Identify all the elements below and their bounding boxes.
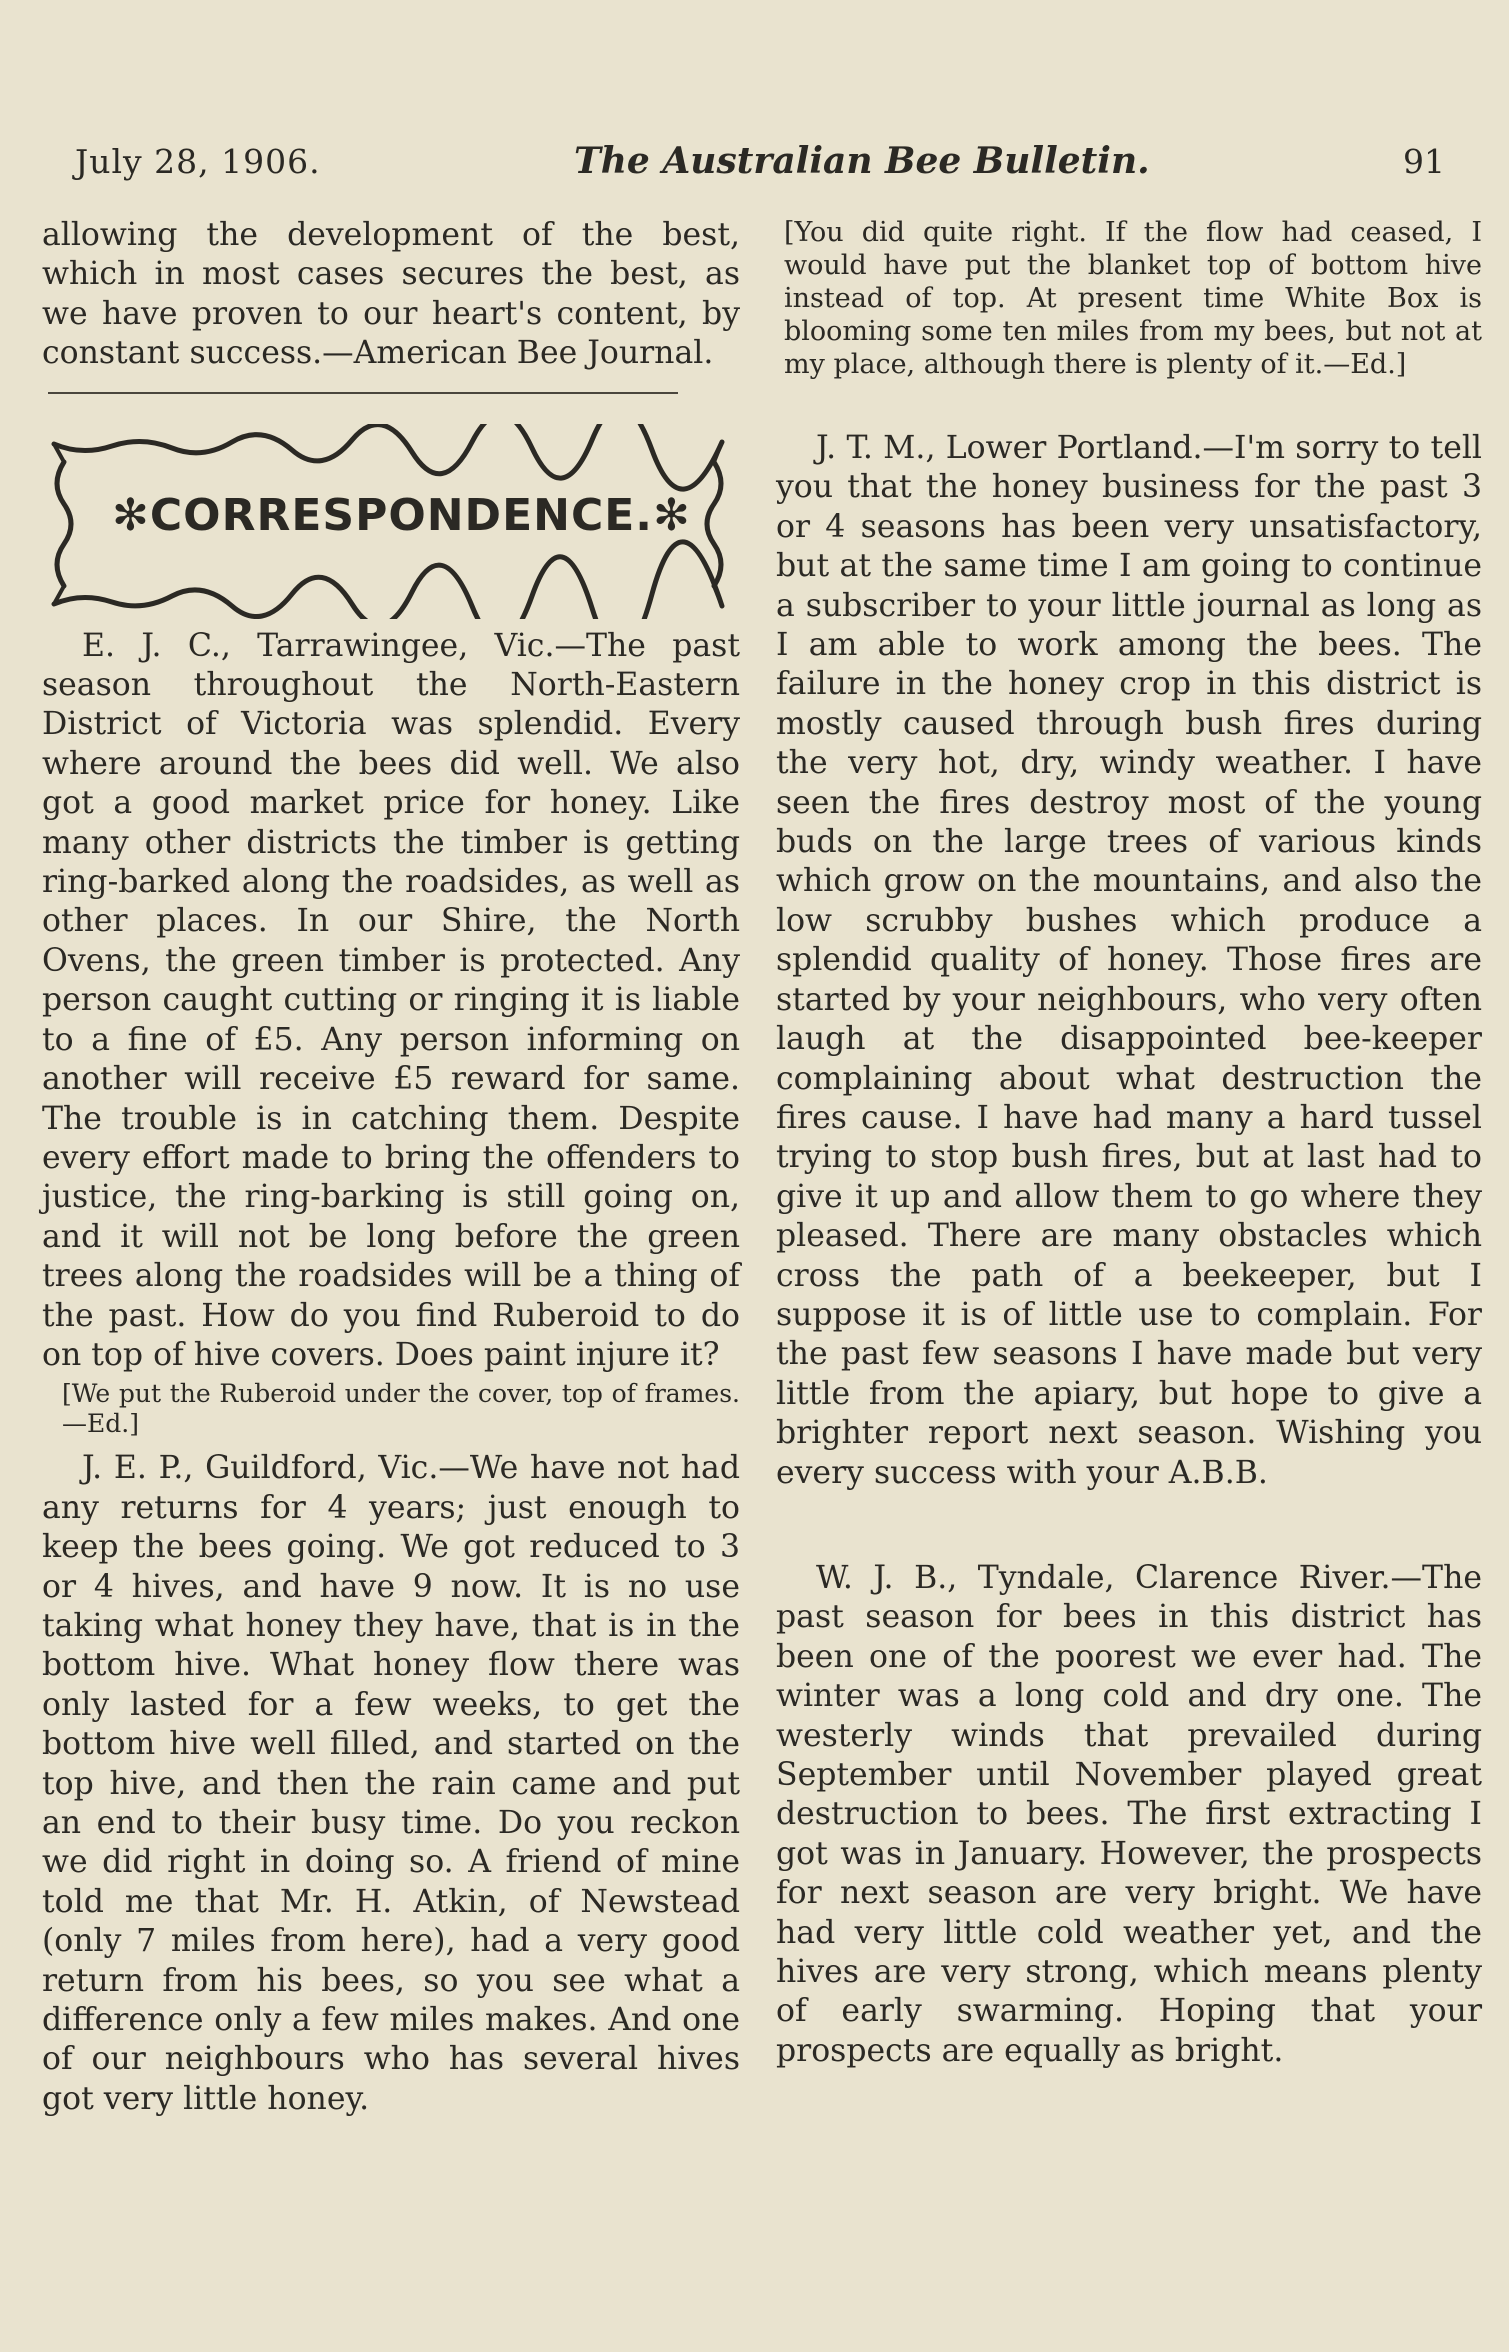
left-column xyxy=(42,216,740,2119)
section-divider xyxy=(48,392,678,394)
journal-title: The Australian Bee Bulletin. xyxy=(573,140,1150,182)
letter-jep: J. E. P., Guildford, Vic.—We have not had any returns for 4 years; just enough to keep the bees going. We got reduced to 3 or 4 hives, and have 9 now. It is no use taking what honey they have, that is in the bottom hive. What honey flow there was only lasted for a few weeks, to get the bottom hive well filled, and started on the top hive, and then the rain came and put an end to their busy time. Do you reckon we did right in doing so. A friend of mine told me that Mr. H. Atkin, of Newstead (only 7 miles from here), had a very good return from his bees, so you see what a difference only a few miles makes. And one of our neighbours who has several hives got very little honey. xyxy=(42,1450,740,2117)
editor-note: [We put the Ruberoid under the cover, top of frames.—Ed.] xyxy=(62,1379,740,1439)
letter-jtm: J. T. M., Lower Portland.—I'm sorry to tell you that the honey business for the past 3 or 4 seasons has been very unsatisfactory, but at the same time I am going to continue a subscriber to your little journal as long as I am able to work among the bees. The failure in the honey crop in this district is mostly caused through bush fires during the very hot, dry, windy weather. I have seen the fires destroy most of the young buds on the large trees of various kinds which grow on the mountains, and also the low scrubby bushes which produce a splendid quality of honey. Those fires are started by your neighbours, who very often laugh at the disappointed bee-keeper complaining about what destruction the fires cause. I have had many a hard tussel trying to stop bush fires, but at last had to give it up and allow them to go where they pleased. There are many obstacles which cross the path of a beekeeper, but I suppose it is of little use to complain. For the past few seasons I have made but very little from the apiary, but hope to give a brighter report next season. Wishing you every success with your A.B.B. xyxy=(776,430,1482,1491)
article-ending: allowing the development of the best, which in most cases secures the best, as we have proven to our heart's content, by constant success.—American Bee Journal. xyxy=(42,217,740,372)
spacer xyxy=(776,381,1482,429)
section-title: ✻CORRESPONDENCE.✻ xyxy=(112,489,691,541)
correspondence-banner xyxy=(42,424,742,619)
letter-wjb: W. J. B., Tyndale, Clarence River.—The past season for bees in this district has been one of the poorest we ever had. The winter was a long cold and dry one. The westerly winds that prevailed during September until November played great destruction to bees. The first extracting I got was in January. However, the prospects for next season are very bright. We have had very little cold weather yet, and the hives are very strong, which means plenty of early swarming. Hoping that your prospects are equally as bright. xyxy=(776,1559,1482,2069)
editor-reply: [You did quite right. If the flow had ceased, I would have put the blanket top of bottom hive instead of top. At present time White Box is blooming some ten miles from my bees, but not at my place, although there is plenty of it.—Ed.] xyxy=(784,217,1482,380)
page-number: 91 xyxy=(1403,142,1445,181)
running-header xyxy=(75,140,1445,182)
issue-date: July 28, 1906. xyxy=(75,142,321,181)
right-column xyxy=(776,216,1482,2071)
letter-ejc: E. J. C., Tarrawingee, Vic.—The past season throughout the North-Eastern District of Victoria was splendid. Every where around the bees did well. We also got a good market price for honey. Like many other districts the timber is getting ring-barked along the roadsides, as well as other places. In our Shire, the North Ovens, the green timber is protected. Any person caught cutting or ringing it is liable to a fine of £5. Any person informing on another will receive £5 reward for same. The trouble is in catching them. Despite every effort made to bring the offenders to justice, the ring-barking is still going on, and it will not be long before the green trees along the roadsides will be a thing of the past. How do you find Ruberoid to do on top of hive covers. Does paint injure it? xyxy=(42,627,740,1373)
spacer xyxy=(776,1493,1482,1559)
